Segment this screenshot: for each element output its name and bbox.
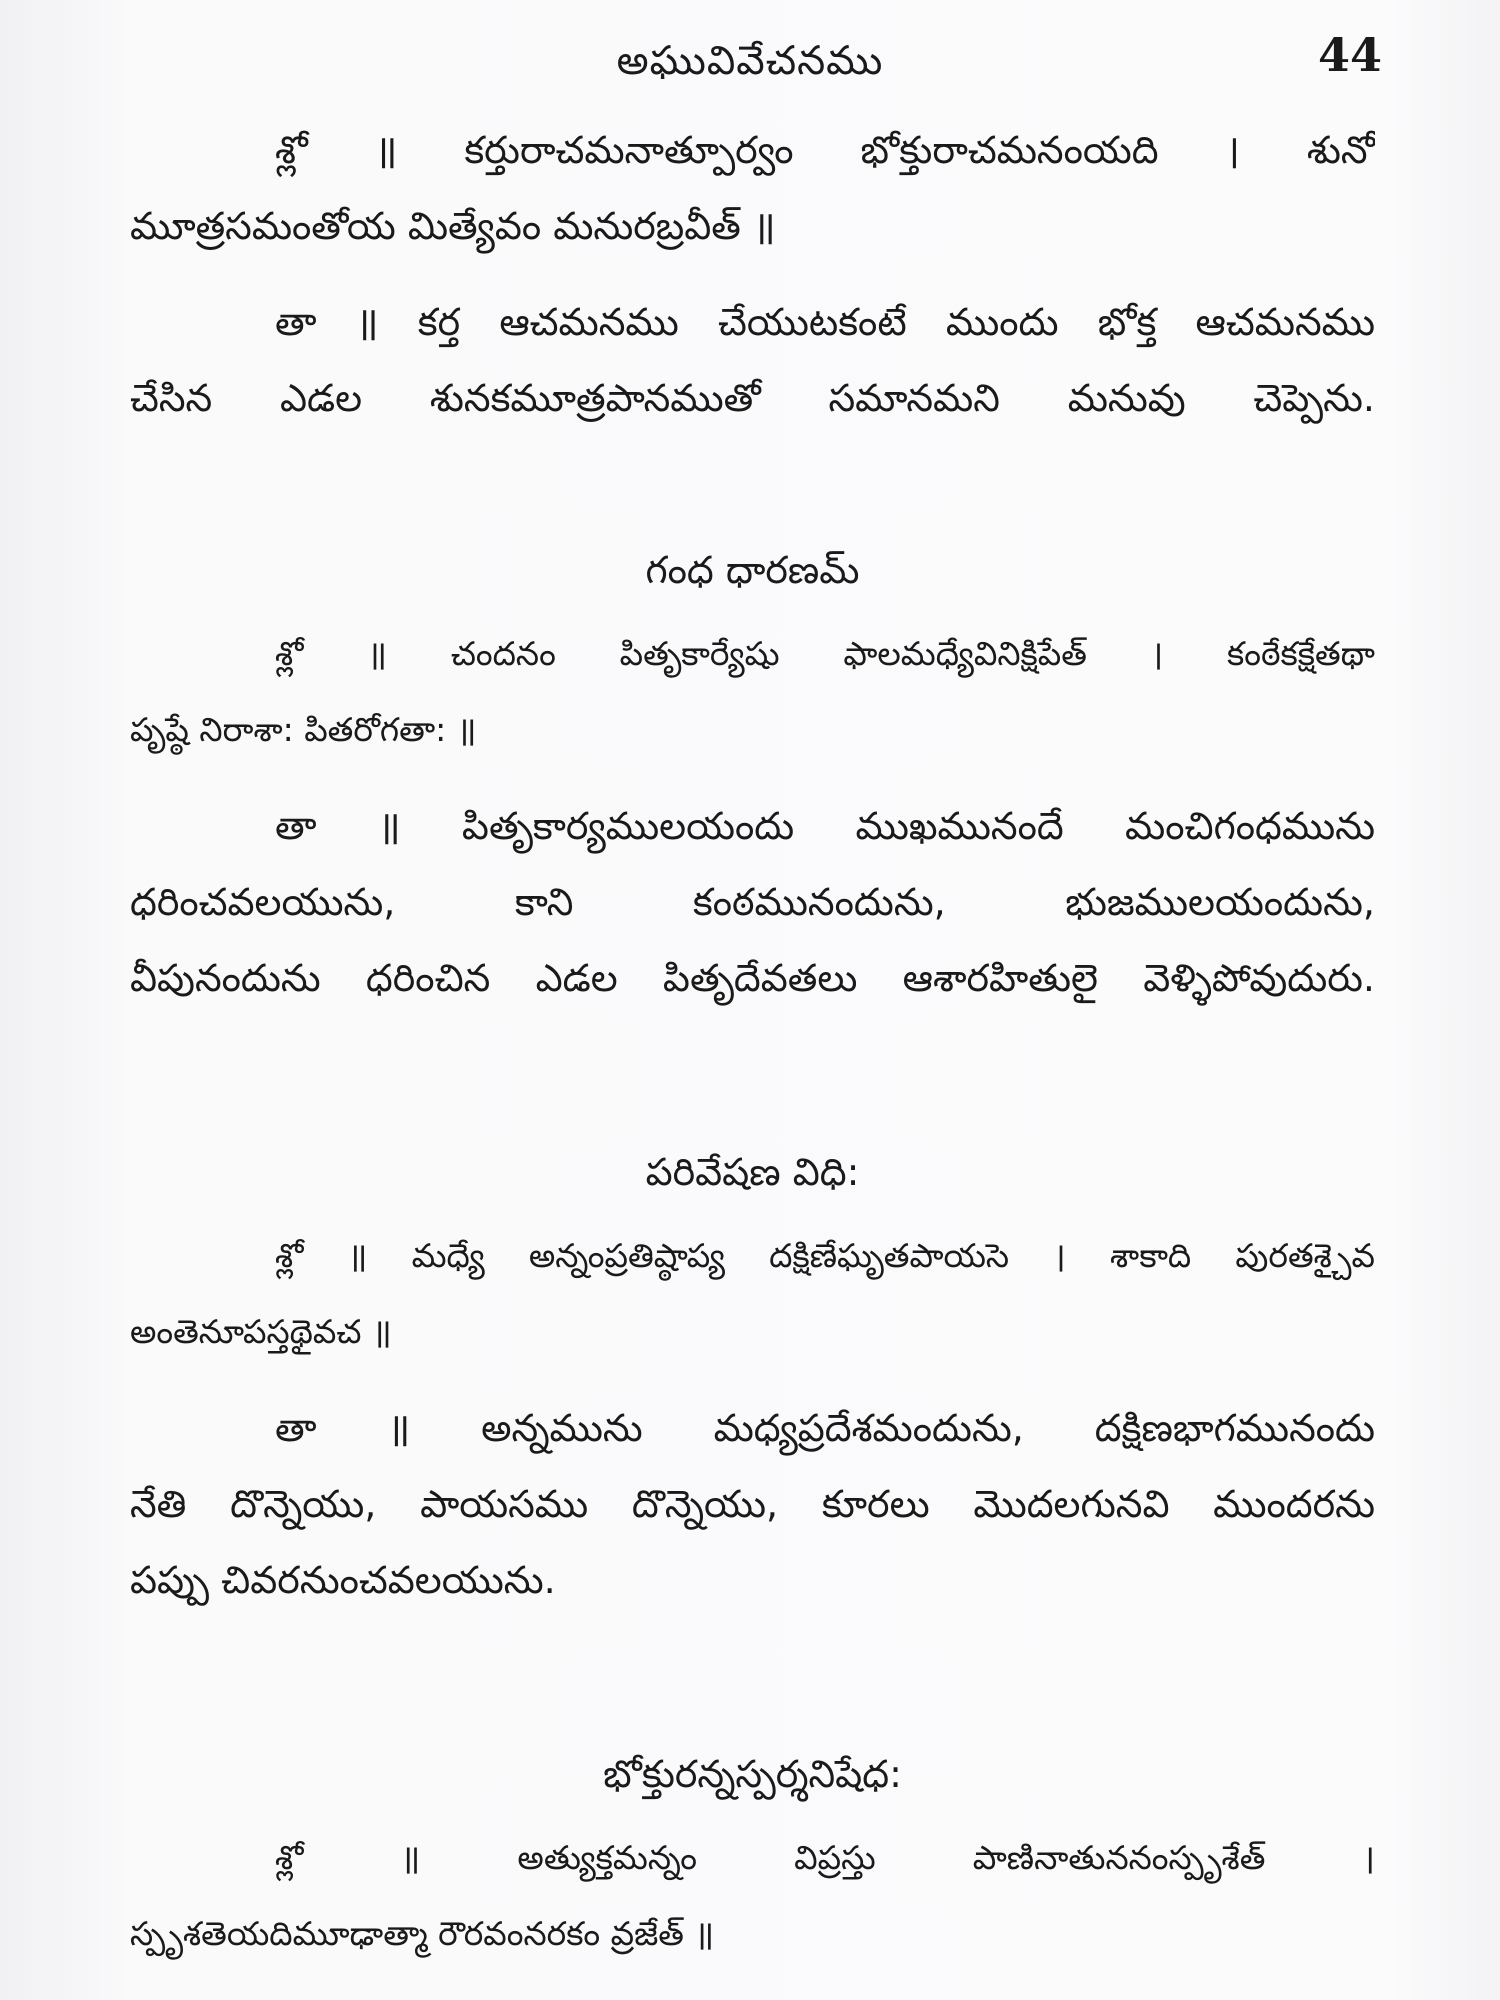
meaning-line: ధరించవలయును, కాని కంఠమునందును, భుజములయందును, (130, 880, 1375, 924)
sloka-line: మూత్రసమంతోయ మిత్యేవం మనురబ్రవీత్ ॥ (130, 204, 776, 248)
sloka-line: పృష్ఠే నిరాశా: పితరోగతా: ॥ (130, 710, 477, 749)
sloka-line: శ్లో ॥ కర్తురాచమనాత్పూర్వం భోక్తురాచమనంయది । శునో (275, 128, 1375, 172)
sloka-line: శ్లో ॥ మధ్యే అన్నంప్రతిష్ఠాప్య దక్షిణేఘృతపాయసె । శాకాది పురతశ్చైవ (275, 1236, 1375, 1275)
page-body (130, 112, 1375, 1972)
section-heading: పరివేషణ విధి: (645, 1150, 860, 1194)
page-number: 44 (1317, 28, 1382, 82)
meaning-line: తా ॥ అన్నమును మధ్యప్రదేశమందును, దక్షిణభాగమునందు (275, 1406, 1375, 1450)
sloka-line: స్పృశతెయదిమూఢాత్మా రౌరవంనరకం వ్రజేత్ ॥ (130, 1914, 715, 1953)
running-title: అఘువివేచనము (616, 38, 884, 84)
meaning-line: చేసిన ఎడల శునకమూత్రపానముతో సమానమని మనువు చెప్పెను. (130, 376, 1375, 420)
sloka-line: అంతెనూపస్తథైవచ ॥ (130, 1312, 392, 1351)
meaning-line: పప్పు చివరనుంచవలయును. (130, 1558, 556, 1602)
section-heading: గంధ ధారణమ్ (645, 548, 860, 592)
sloka-line: శ్లో ॥ అత్యుక్తమన్నం విప్రస్తు పాణినాతుననంస్పృశేత్ । (275, 1838, 1375, 1877)
meaning-line: తా ॥ పితృకార్యములయందు ముఖమునందే మంచిగంధమును (275, 804, 1375, 848)
section-heading: భోక్తురన్నస్పర్శనిషేధ: (603, 1752, 902, 1796)
page-header (0, 28, 1500, 108)
meaning-line: తా ॥ కర్త ఆచమనము చేయుటకంటే ముందు భోక్త ఆచమనము (275, 300, 1375, 344)
meaning-line: వీపునందును ధరించిన ఎడల పితృదేవతలు ఆశారహితులై వెళ్ళిపోవుదురు. (130, 956, 1375, 1000)
sloka-line: శ్లో ॥ చందనం పితృకార్యేషు ఫాలమధ్యేవినిక్షిపేత్ । కంఠేకక్షేతథా (275, 634, 1375, 673)
meaning-line: నేతి దొన్నెయు, పాయసము దొన్నెయు, కూరలు మొదలగునవి ముందరను (130, 1482, 1375, 1526)
